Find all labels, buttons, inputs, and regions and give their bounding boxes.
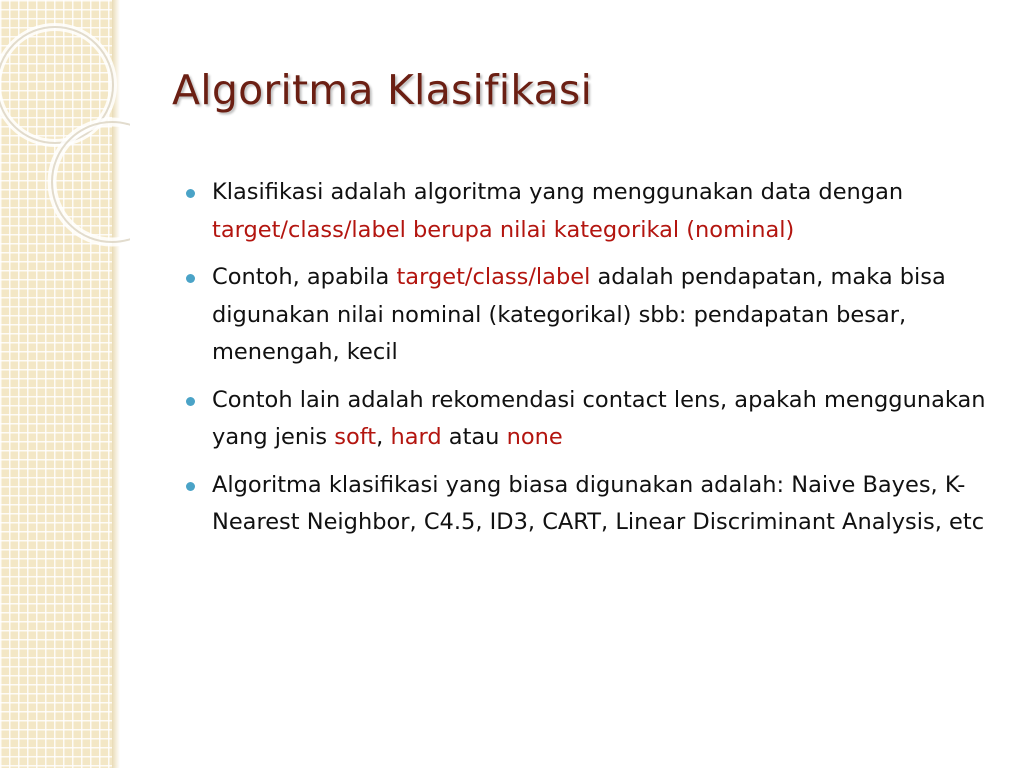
highlight-text: target/class/label xyxy=(396,264,591,290)
bullet-list xyxy=(186,174,998,552)
bullet-text: Contoh, apabila xyxy=(212,264,397,290)
decorative-circles xyxy=(0,0,130,260)
bullet-text: Klasifikasi adalah algoritma yang menggunakan data dengan xyxy=(212,179,904,205)
highlight-text: hard xyxy=(390,424,442,450)
slide-title: Algoritma Klasifikasi xyxy=(172,66,593,114)
bullet-dot-icon xyxy=(186,274,195,283)
bullet-text: atau xyxy=(441,424,507,450)
bullet-item xyxy=(186,382,998,457)
highlight-text: soft xyxy=(334,424,377,450)
bullet-dot-icon xyxy=(186,482,195,491)
bullet-text: , xyxy=(376,424,391,450)
bullet-text: Algoritma klasifikasi yang biasa digunakan adalah: Naive Bayes, K-Nearest Neighbor, C4.5, ID3, CART, Linear Discriminant Analysis, etc xyxy=(212,471,985,535)
highlight-text: none xyxy=(506,424,563,450)
bullet-item xyxy=(186,467,998,542)
bullet-item xyxy=(186,259,998,372)
highlight-text: target/class/label berupa nilai kategorikal (nominal) xyxy=(212,216,795,243)
bullet-text: adalah pendapatan, maka bisa digunakan nilai nominal (kategorikal) sbb: pendapatan besar, menengah, kecil xyxy=(212,264,946,365)
bullet-item xyxy=(186,174,998,249)
bullet-text: Contoh lain adalah rekomendasi contact lens, apakah menggunakan yang jenis xyxy=(212,386,986,450)
bullet-dot-icon xyxy=(186,397,195,406)
bullet-dot-icon xyxy=(186,189,195,198)
